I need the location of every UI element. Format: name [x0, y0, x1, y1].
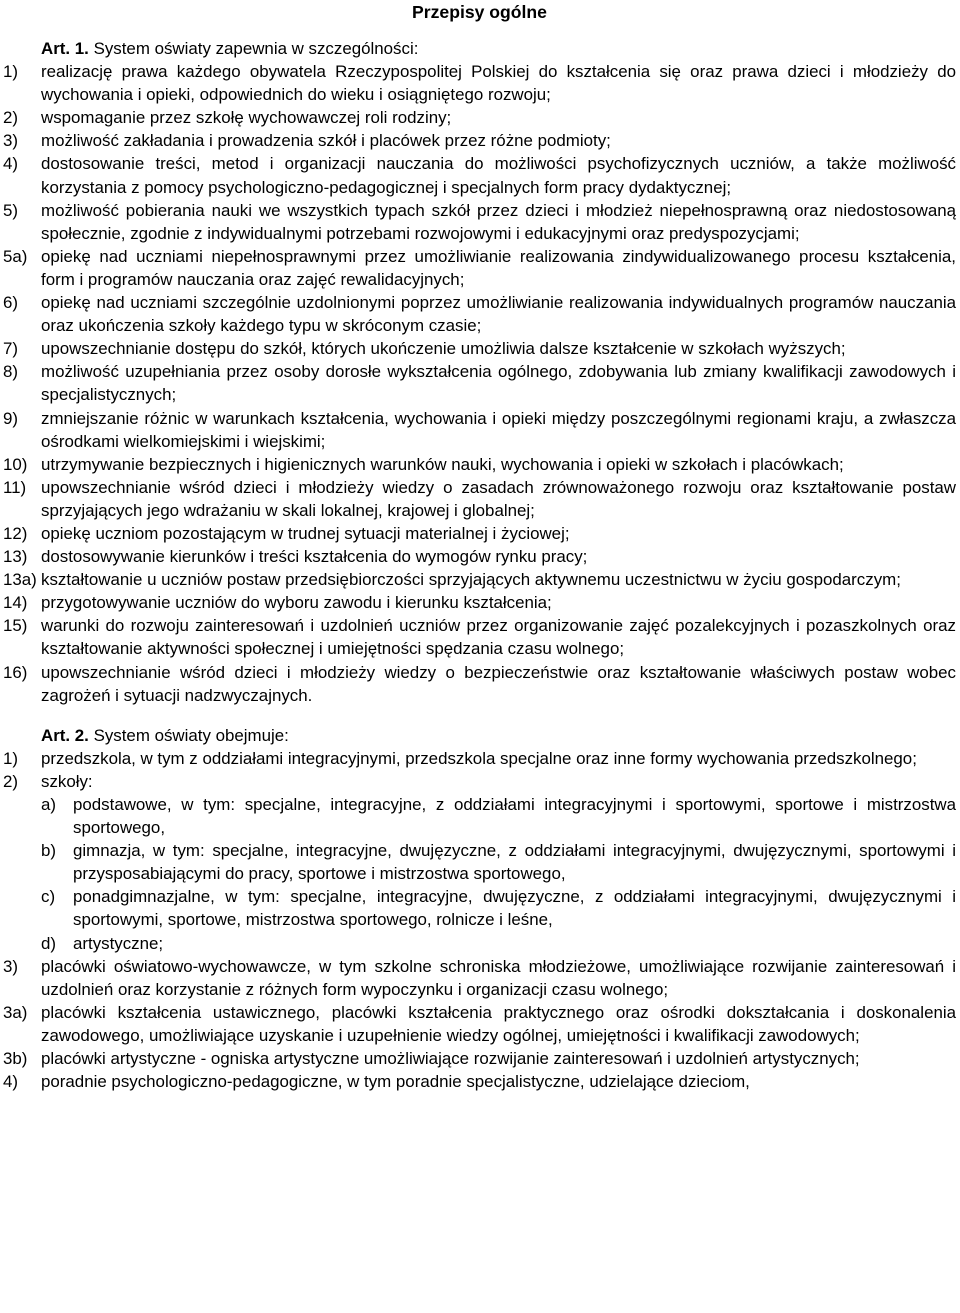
art1-item: [3, 337, 956, 360]
item-number: 11): [3, 477, 27, 497]
art2-item: [3, 1070, 956, 1093]
art1-item: [3, 360, 956, 406]
art2-subitem: [41, 932, 956, 955]
item-text: wspomaganie przez szkołę wychowawczej roli rodziny;: [41, 108, 452, 128]
item-text: placówki artystyczne - ogniska artystyczne umożliwiające rozwijanie zainteresowań i uzdolnień artystycznych;: [41, 1049, 860, 1069]
art1-item: [3, 453, 956, 476]
art2-item: [3, 747, 956, 770]
art1-item: [3, 614, 956, 660]
item-text: zmniejszanie różnic w warunkach kształcenia, wychowania i opieki między poszczególnymi regionami kraju, a zwłaszcza ośrodkami wielkomiejskimi i wiejskimi;: [41, 408, 956, 451]
item-number: 2): [3, 108, 19, 128]
art1-item: [3, 407, 956, 453]
art1-item: [3, 245, 956, 291]
art2-list-rest: [3, 955, 956, 1094]
art1-item: [3, 476, 956, 522]
art1-label: Art. 1.: [41, 39, 89, 58]
item-number: 7): [3, 339, 19, 359]
item-number: 3): [3, 131, 19, 151]
art1-item: [3, 545, 956, 568]
item-text: ponadgimnazjalne, w tym: specjalne, integracyjne, dwujęzyczne, z oddziałami integracyjnymi, dwujęzycznymi i sportowymi, sportowe, mistrzostwa sportowego, rolnicze i leśne,: [73, 887, 956, 930]
art1-item: [3, 591, 956, 614]
art2-item: [3, 955, 956, 1001]
art2-item: [3, 1001, 956, 1047]
item-number: 8): [3, 362, 19, 382]
item-number: 4): [3, 1072, 19, 1092]
art2-item: [3, 770, 956, 793]
art2-label: Art. 2.: [41, 725, 89, 745]
item-number: 14): [3, 593, 28, 613]
art1-intro: System oświaty zapewnia w szczególności:: [93, 39, 419, 58]
art2-subitem: [41, 793, 956, 839]
item-text: możliwość zakładania i prowadzenia szkół i placówek przez różne podmioty;: [41, 131, 611, 151]
art1-heading: [41, 37, 956, 60]
item-text: utrzymywanie bezpiecznych i higienicznych warunków nauki, wychowania i opieki w szkołach i placówkach;: [41, 454, 844, 474]
art2-item: [3, 1047, 956, 1070]
item-text: artystyczne;: [73, 933, 164, 953]
art1-list: [3, 60, 956, 707]
item-text: realizację prawa każdego obywatela Rzeczypospolitej Polskiej do kształcenia się oraz prawa dzieci i młodzieży do wychowania i opieki, odpowiednich do wieku i osiągniętego rozwoju;: [41, 62, 956, 105]
item-text: opiekę nad uczniami szczególnie uzdolnionymi poprzez umożliwianie realizowania indywidualnych programów nauczania oraz ukończenia szkoły każdego typu w skróconym czasie;: [41, 293, 956, 336]
art1-item: [3, 60, 956, 106]
art2-intro: System oświaty obejmuje:: [93, 725, 289, 745]
art1-item: [3, 199, 956, 245]
item-number: 6): [3, 293, 19, 313]
item-number: 5): [3, 200, 19, 220]
item-text: upowszechnianie wśród dzieci i młodzieży wiedzy o zasadach zrównoważonego rozwoju oraz kształtowanie postaw sprzyjających jego wdrażaniu w skali lokalnej, krajowej i globalnej;: [41, 477, 956, 520]
item-text: podstawowe, w tym: specjalne, integracyjne, z oddziałami integracyjnymi i sportowymi, sportowe i mistrzostwa sportowego,: [73, 795, 956, 838]
art1-item: [3, 522, 956, 545]
art1-item: [3, 661, 956, 707]
item-text: dostosowanie treści, metod i organizacji nauczania do możliwości psychofizycznych uczniów, a także możliwość korzystania z pomocy psychologiczno-pedagogicznej i specjalnych form pracy dydaktycznej;: [41, 154, 956, 197]
item-number: 12): [3, 523, 28, 543]
item-text: opiekę nad uczniami niepełnosprawnymi przez umożliwianie realizowania zindywidualizowanego procesu kształcenia, form i programów nauczania oraz zajęć rewalidacyjnych;: [41, 246, 956, 289]
item-text: gimnazja, w tym: specjalne, integracyjne, dwujęzyczne, z oddziałami integracyjnymi, dwujęzycznymi, sportowymi i przysposabiającymi do pracy, sportowe i mistrzostwa sportowego,: [73, 841, 956, 884]
item-text: upowszechnianie wśród dzieci i młodzieży wiedzy o bezpieczeństwie oraz kształtowanie właściwych postaw wobec zagrożeń i sytuacji nadzwyczajnych.: [41, 662, 956, 705]
item-number: 3a): [3, 1002, 28, 1022]
art2-sublist: [3, 793, 956, 955]
item-text: możliwość uzupełniania przez osoby dorosłe wykształcenia ogólnego, zdobywania lub zmiany kwalifikacji zawodowych i specjalistycznych;: [41, 362, 956, 405]
item-text: kształtowanie u uczniów postaw przedsiębiorczości sprzyjających aktywnemu uczestnictwu w życiu gospodarczym;: [41, 570, 901, 590]
item-number: 3b): [3, 1049, 28, 1069]
art1-item: [3, 152, 956, 198]
item-text: możliwość pobierania nauki we wszystkich typach szkół przez dzieci i młodzież niepełnosprawną oraz niedostosowaną społecznie, zgodnie z indywidualnymi potrzebami rozwojowymi i edukacyjnymi oraz predyspozycjami;: [41, 200, 956, 243]
item-number: 13): [3, 547, 28, 567]
art1-item: [3, 291, 956, 337]
item-text: przygotowywanie uczniów do wyboru zawodu i kierunku kształcenia;: [41, 593, 552, 613]
item-text: opiekę uczniom pozostającym w trudnej sytuacji materialnej i życiowej;: [41, 523, 570, 543]
item-number: 13a): [3, 570, 37, 590]
item-number: 15): [3, 616, 28, 636]
item-text: placówki kształcenia ustawicznego, placówki kształcenia praktycznego oraz ośrodki dokształcania i doskonalenia zawodowego, umożliwiające uzyskanie i uzupełnienie wiedzy ogólnej, umiejętności i kwalifikacji zawodowych;: [41, 1002, 956, 1045]
item-number: a): [41, 795, 57, 814]
art2-subitem: [41, 839, 956, 885]
item-number: 10): [3, 454, 28, 474]
item-text: upowszechnianie dostępu do szkół, których ukończenie umożliwia dalsze kształcenie w szkołach wyższych;: [41, 339, 846, 359]
art1-item: [3, 129, 956, 152]
item-text: placówki oświatowo-wychowawcze, w tym szkolne schroniska młodzieżowe, umożliwiające rozwijanie zainteresowań i uzdolnień oraz korzystanie z różnych form wypoczynku i organizacji czasu wolnego;: [41, 956, 956, 999]
art2-heading: [41, 724, 956, 747]
item-number: 4): [3, 154, 19, 174]
item-number: c): [41, 887, 56, 907]
art2-subitem: [41, 885, 956, 931]
art1-item: [3, 106, 956, 129]
document-title: Przepisy ogólne: [412, 2, 547, 22]
item-number: 9): [3, 408, 19, 428]
item-text: poradnie psychologiczno-pedagogiczne, w tym poradnie specjalistyczne, udzielające dzieciom,: [41, 1072, 750, 1092]
item-number: 16): [3, 662, 28, 682]
item-text: warunki do rozwoju zainteresowań i uzdolnień uczniów przez organizowanie zajęć pozalekcyjnych i pozaszkolnych oraz kształtowanie aktywności społecznej i umiejętności spędzania czasu wolnego;: [41, 616, 956, 659]
item-number: 1): [3, 62, 19, 82]
item-number: b): [41, 841, 57, 861]
art1-item: [3, 568, 956, 591]
item-number: d): [41, 933, 57, 953]
item-number: 2): [3, 771, 19, 791]
item-number: 5a): [3, 246, 28, 266]
item-text: dostosowywanie kierunków i treści kształcenia do wymogów rynku pracy;: [41, 547, 588, 567]
item-text: szkoły:: [41, 771, 93, 791]
item-number: 1): [3, 748, 19, 768]
item-number: 3): [3, 956, 19, 976]
item-text: przedszkola, w tym z oddziałami integracyjnymi, przedszkola specjalne oraz inne formy wychowania przedszkolnego;: [41, 748, 917, 768]
